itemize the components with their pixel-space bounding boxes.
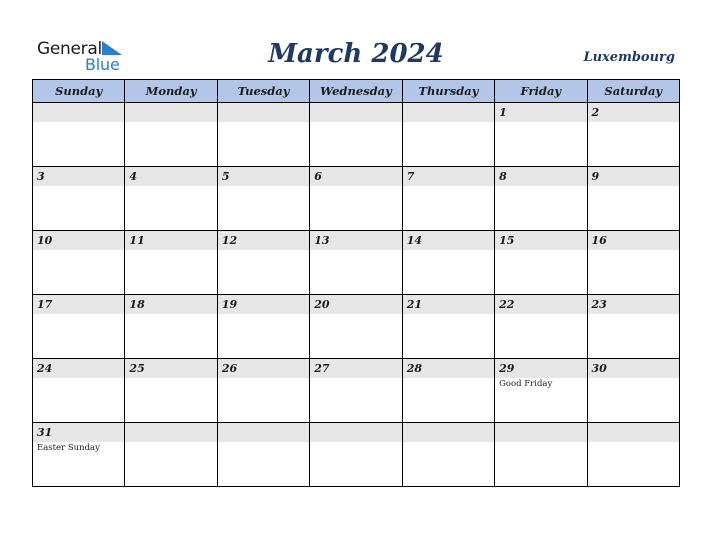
day-number: 7 bbox=[403, 167, 494, 186]
day-cell bbox=[33, 231, 125, 295]
day-number: 20 bbox=[310, 295, 401, 314]
day-cell bbox=[495, 231, 587, 295]
day-number bbox=[495, 423, 586, 442]
day-number: 15 bbox=[495, 231, 586, 250]
logo-word-general: General bbox=[37, 39, 102, 59]
holiday-label: Good Friday bbox=[499, 379, 553, 389]
weekday-header-monday: Monday bbox=[125, 80, 217, 103]
day-cell bbox=[125, 167, 217, 231]
holiday-label: Easter Sunday bbox=[37, 443, 100, 453]
week-row bbox=[33, 359, 680, 423]
week-row bbox=[33, 103, 680, 167]
day-cell bbox=[587, 231, 679, 295]
day-number: 1 bbox=[495, 103, 586, 122]
day-number bbox=[403, 423, 494, 442]
day-cell bbox=[402, 231, 494, 295]
day-cell bbox=[587, 295, 679, 359]
day-cell bbox=[402, 295, 494, 359]
day-cell bbox=[587, 167, 679, 231]
day-number: 28 bbox=[403, 359, 494, 378]
day-cell bbox=[217, 423, 309, 487]
day-cell bbox=[125, 231, 217, 295]
day-cell bbox=[495, 359, 587, 423]
day-cell bbox=[495, 423, 587, 487]
day-number bbox=[403, 103, 494, 122]
day-number: 21 bbox=[403, 295, 494, 314]
week-row bbox=[33, 295, 680, 359]
day-cell bbox=[125, 103, 217, 167]
day-cell bbox=[125, 295, 217, 359]
day-number: 6 bbox=[310, 167, 401, 186]
day-cell bbox=[402, 167, 494, 231]
day-cell bbox=[217, 103, 309, 167]
logo-word-blue: Blue bbox=[85, 55, 120, 74]
weekday-header-tuesday: Tuesday bbox=[217, 80, 309, 103]
day-cell bbox=[310, 423, 402, 487]
day-number: 11 bbox=[125, 231, 216, 250]
day-cell bbox=[33, 167, 125, 231]
day-cell bbox=[33, 103, 125, 167]
day-cell bbox=[495, 103, 587, 167]
day-cell bbox=[125, 359, 217, 423]
day-number bbox=[125, 103, 216, 122]
day-number: 23 bbox=[588, 295, 679, 314]
day-cell bbox=[33, 423, 125, 487]
day-number: 8 bbox=[495, 167, 586, 186]
day-cell bbox=[33, 359, 125, 423]
week-row bbox=[33, 167, 680, 231]
day-cell bbox=[402, 359, 494, 423]
day-cell bbox=[310, 231, 402, 295]
day-number bbox=[310, 103, 401, 122]
day-cell bbox=[217, 359, 309, 423]
day-number: 2 bbox=[588, 103, 679, 122]
day-cell bbox=[310, 359, 402, 423]
weekday-header-thursday: Thursday bbox=[402, 80, 494, 103]
weekday-header-wednesday: Wednesday bbox=[310, 80, 402, 103]
day-cell bbox=[33, 295, 125, 359]
day-cell bbox=[495, 295, 587, 359]
country-label: Luxembourg bbox=[583, 50, 675, 65]
day-number: 22 bbox=[495, 295, 586, 314]
day-cell bbox=[402, 423, 494, 487]
day-cell bbox=[587, 359, 679, 423]
day-number: 25 bbox=[125, 359, 216, 378]
day-cell bbox=[125, 423, 217, 487]
day-number: 27 bbox=[310, 359, 401, 378]
day-cell bbox=[217, 231, 309, 295]
day-number: 3 bbox=[33, 167, 124, 186]
week-row bbox=[33, 231, 680, 295]
day-cell bbox=[217, 167, 309, 231]
day-cell bbox=[402, 103, 494, 167]
calendar-body bbox=[33, 103, 680, 487]
day-number: 31 bbox=[33, 423, 124, 442]
weekday-header-saturday: Saturday bbox=[587, 80, 679, 103]
day-cell bbox=[310, 167, 402, 231]
calendar-grid bbox=[32, 79, 680, 487]
day-number: 12 bbox=[218, 231, 309, 250]
day-number: 14 bbox=[403, 231, 494, 250]
day-cell bbox=[310, 103, 402, 167]
day-cell bbox=[587, 423, 679, 487]
day-number: 13 bbox=[310, 231, 401, 250]
weekday-header-row bbox=[33, 80, 680, 103]
weekday-header-friday: Friday bbox=[495, 80, 587, 103]
day-number: 9 bbox=[588, 167, 679, 186]
day-number bbox=[33, 103, 124, 122]
day-number: 24 bbox=[33, 359, 124, 378]
day-number: 30 bbox=[588, 359, 679, 378]
day-number bbox=[218, 103, 309, 122]
day-cell bbox=[217, 295, 309, 359]
weekday-header-sunday: Sunday bbox=[33, 80, 125, 103]
calendar-title: March 2024 bbox=[268, 39, 444, 69]
day-number bbox=[588, 423, 679, 442]
day-cell bbox=[310, 295, 402, 359]
day-number: 29 bbox=[495, 359, 586, 378]
day-number bbox=[218, 423, 309, 442]
day-number bbox=[125, 423, 216, 442]
week-row bbox=[33, 423, 680, 487]
day-cell bbox=[495, 167, 587, 231]
day-number: 17 bbox=[33, 295, 124, 314]
day-number: 4 bbox=[125, 167, 216, 186]
day-cell bbox=[587, 103, 679, 167]
day-number: 19 bbox=[218, 295, 309, 314]
day-number: 10 bbox=[33, 231, 124, 250]
day-number: 16 bbox=[588, 231, 679, 250]
day-number bbox=[310, 423, 401, 442]
day-number: 26 bbox=[218, 359, 309, 378]
day-number: 5 bbox=[218, 167, 309, 186]
day-number: 18 bbox=[125, 295, 216, 314]
